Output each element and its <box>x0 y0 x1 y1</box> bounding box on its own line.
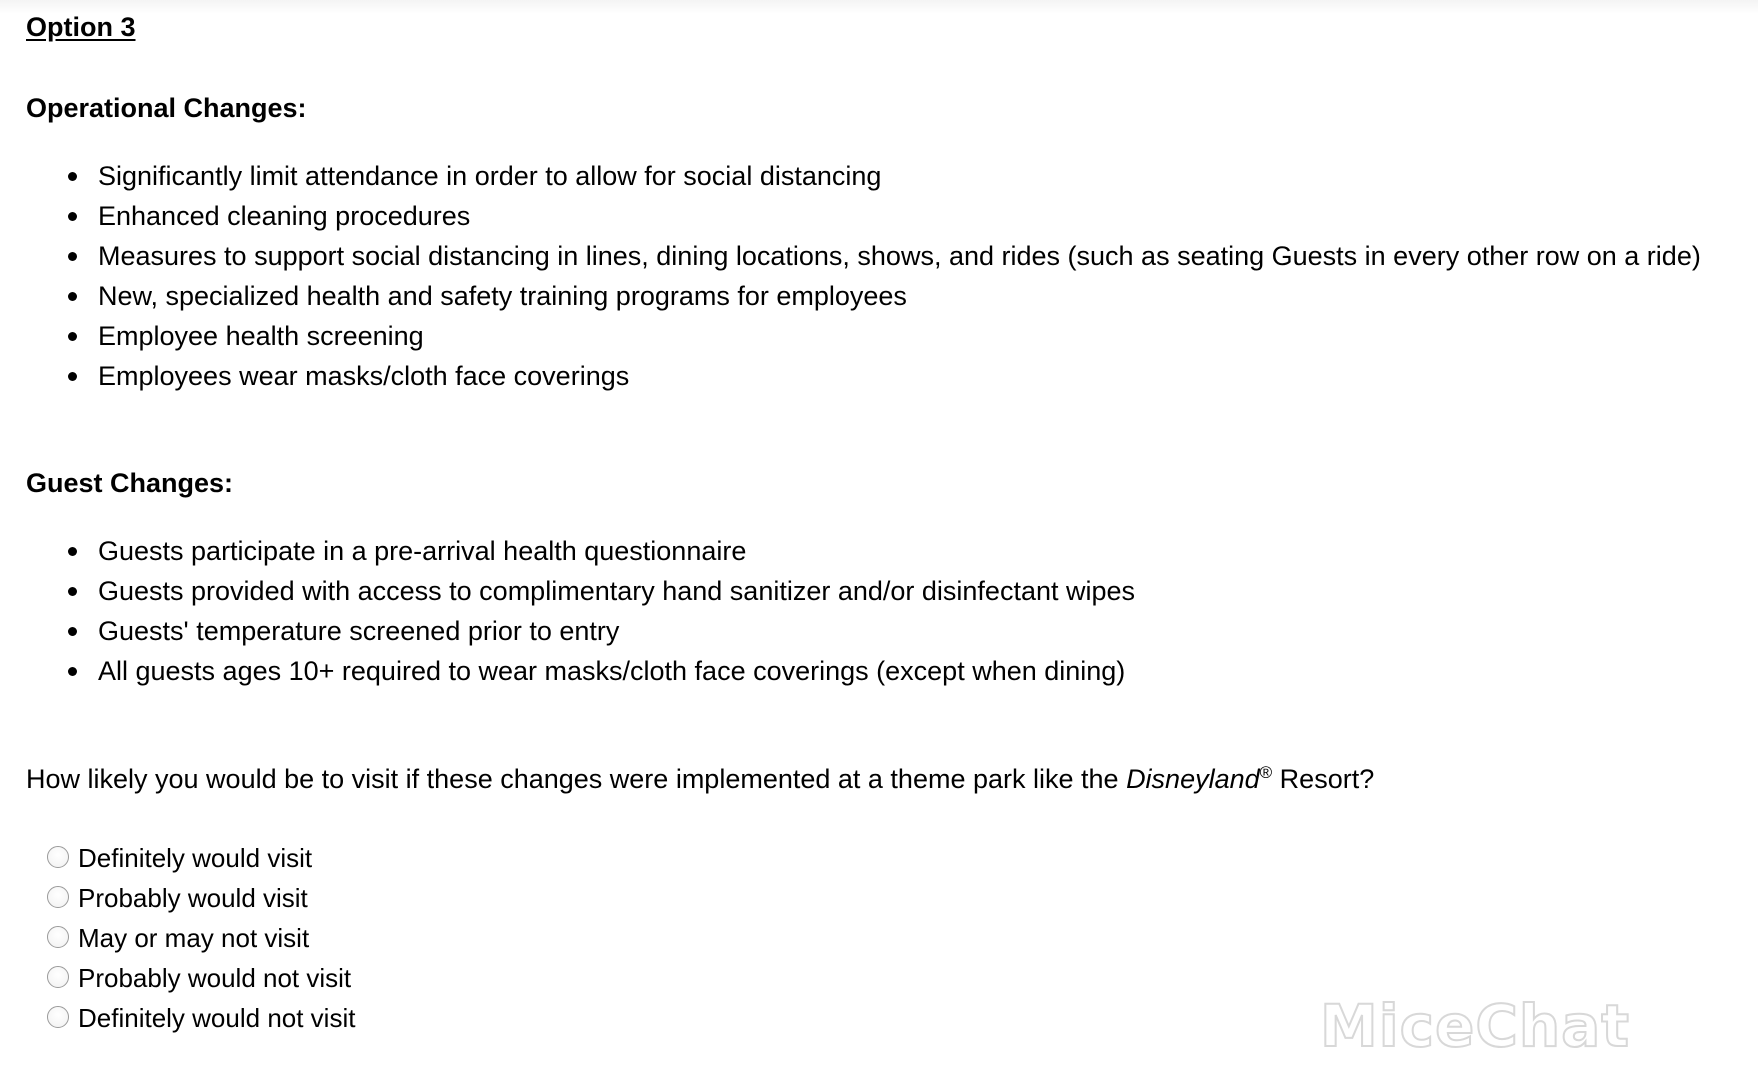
choice-definitely-would-not-visit[interactable] <box>0 998 355 1038</box>
radio-button[interactable] <box>47 926 69 948</box>
guest-changes-list <box>0 531 1135 691</box>
list-item <box>0 531 1135 571</box>
list-item <box>0 651 1135 691</box>
answer-choices <box>0 838 355 1038</box>
list-item-text: Significantly limit attendance in order to allow for social distancing <box>98 161 882 191</box>
radio-button[interactable] <box>47 1006 69 1028</box>
bullet-icon <box>68 667 77 676</box>
list-item-text: Guests provided with access to complimentary hand sanitizer and/or disinfectant wipes <box>98 576 1136 606</box>
list-item <box>0 276 1701 316</box>
bullet-icon <box>68 547 77 556</box>
bullet-icon <box>68 372 77 381</box>
option-title: Option 3 <box>26 12 136 42</box>
choice-definitely-would-visit[interactable] <box>0 838 355 878</box>
bullet-icon <box>68 212 77 221</box>
bullet-icon <box>68 332 77 341</box>
survey-question <box>26 762 1374 796</box>
bullet-icon <box>68 587 77 596</box>
list-item <box>0 571 1135 611</box>
bullet-icon <box>68 627 77 636</box>
radio-button[interactable] <box>47 846 69 868</box>
list-item-text: Measures to support social distancing in lines, dining locations, shows, and rides (such as seating Guests in every other row on a ride) <box>98 241 1701 271</box>
choice-probably-would-not-visit[interactable] <box>0 958 355 998</box>
radio-button[interactable] <box>47 886 69 908</box>
operational-changes-list <box>0 156 1701 396</box>
bullet-icon <box>68 292 77 301</box>
list-item-text: Employees wear masks/cloth face coverings <box>98 361 630 391</box>
list-item <box>0 611 1135 651</box>
list-item-text: Enhanced cleaning procedures <box>98 201 471 231</box>
list-item <box>0 196 1701 236</box>
operational-changes-heading: Operational Changes: <box>26 93 307 123</box>
radio-button[interactable] <box>47 966 69 988</box>
list-item-text: Employee health screening <box>98 321 424 351</box>
list-item <box>0 316 1701 356</box>
list-item <box>0 356 1701 396</box>
choice-label[interactable]: May or may not visit <box>78 923 310 953</box>
choice-label[interactable]: Definitely would not visit <box>78 1003 356 1033</box>
list-item-text: Guests' temperature screened prior to entry <box>98 616 620 646</box>
choice-may-or-may-not-visit[interactable] <box>0 918 355 958</box>
choice-label[interactable]: Probably would visit <box>78 883 308 913</box>
choice-label[interactable]: Definitely would visit <box>78 843 313 873</box>
list-item-text: Guests participate in a pre-arrival health questionnaire <box>98 536 747 566</box>
list-item <box>0 236 1701 276</box>
bullet-icon <box>68 252 77 261</box>
trademark-symbol: ® <box>1259 763 1273 782</box>
list-item-text: All guests ages 10+ required to wear masks/cloth face coverings (except when dining) <box>98 656 1126 686</box>
question-brand: Disneyland <box>1126 764 1260 794</box>
choice-label[interactable]: Probably would not visit <box>78 963 352 993</box>
bullet-icon <box>68 172 77 181</box>
guest-changes-heading: Guest Changes: <box>26 468 234 498</box>
list-item-text: New, specialized health and safety training programs for employees <box>98 281 907 311</box>
choice-probably-would-visit[interactable] <box>0 878 355 918</box>
question-text-end: Resort? <box>1272 764 1375 794</box>
question-text: How likely you would be to visit if these changes were implemented at a theme park like the <box>26 764 1127 794</box>
micechat-watermark: MiceChat <box>1320 992 1631 1060</box>
list-item <box>0 156 1701 196</box>
